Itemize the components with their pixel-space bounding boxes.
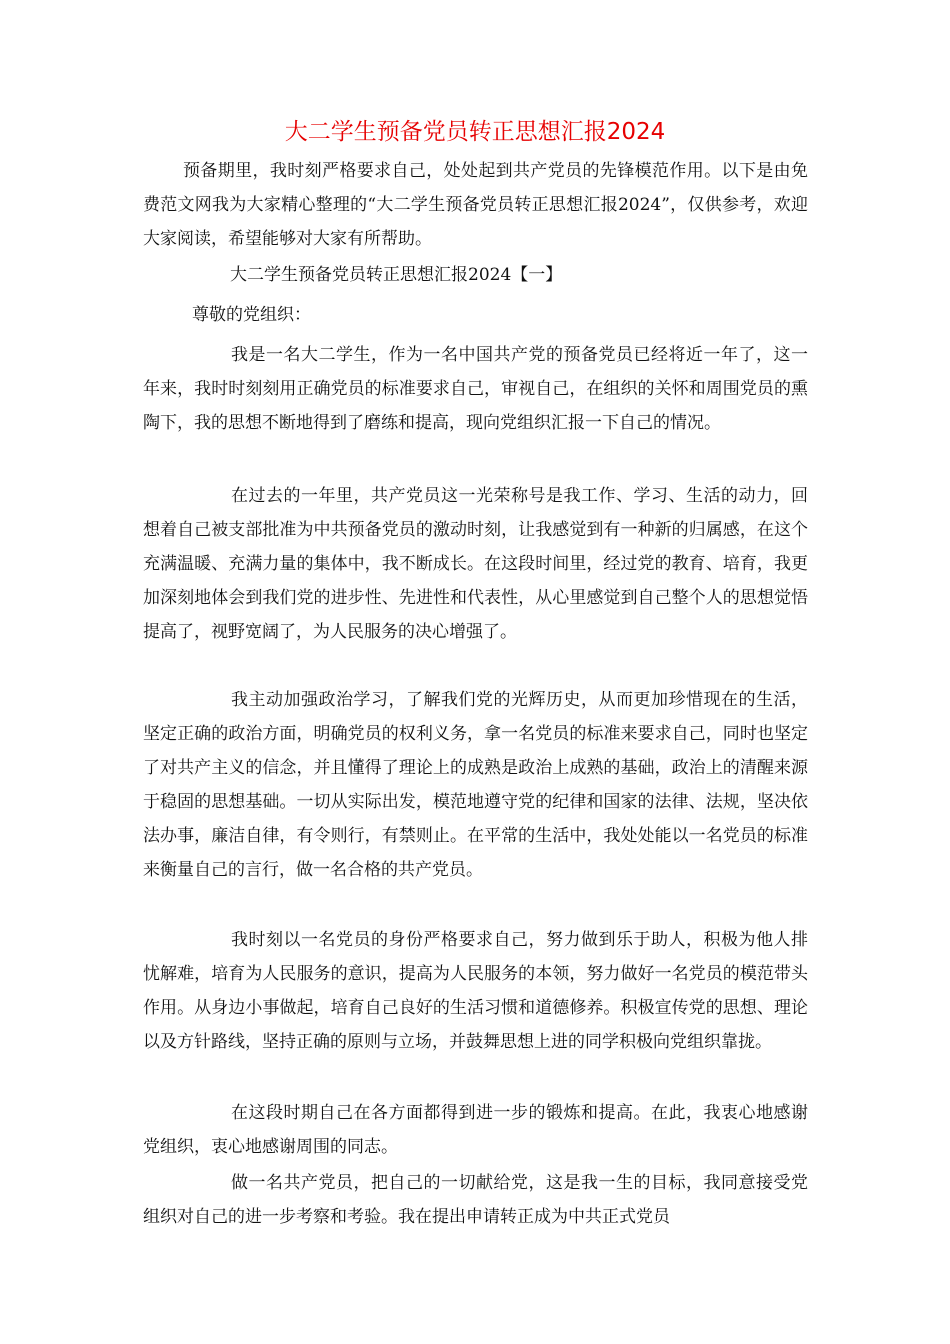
body-paragraph: 在这段时期自己在各方面都得到进一步的锻炼和提高。在此，我衷心地感谢党组织，衷心地感谢周围的同志。 [143,1103,808,1157]
section-heading: 大二学生预备党员转正思想汇报2024【一】 [230,265,563,285]
body-paragraph: 在过去的一年里，共产党员这一光荣称号是我工作、学习、生活的动力，回想着自己被支部批准为中共预备党员的激动时刻，让我感觉到有一种新的归属感，在这个充满温暖、充满力量的集体中，我不断成长。在这段时间里，经过党的教育、培育，我更加深刻地体会到我们党的进步性、先进性和代表性，从心里感觉到自己整个人的思想觉悟提高了，视野宽阔了，为人民服务的决心增强了。 [143,486,808,642]
body-paragraph: 我是一名大二学生，作为一名中国共产党的预备党员已经将近一年了，这一年来，我时时刻刻用正确党员的标准要求自己，审视自己，在组织的关怀和周围党员的熏陶下，我的思想不断地得到了磨练和提高，现向党组织汇报一下自己的情况。 [143,345,808,433]
body-paragraph: 做一名共产党员，把自己的一切献给党，这是我一生的目标，我同意接受党组织对自己的进一步考察和考验。我在提出申请转正成为中共正式党员 [143,1173,808,1227]
document-title: 大二学生预备党员转正思想汇报2024 [284,119,666,145]
intro-paragraph: 预备期里，我时刻严格要求自己，处处起到共产党员的先锋模范作用。以下是由免费范文网我为大家精心整理的“大二学生预备党员转正思想汇报2024”，仅供参考，欢迎大家阅读，希望能够对大家有所帮助。 [143,161,808,249]
salutation: 尊敬的党组织： [192,305,311,325]
body-paragraph: 我主动加强政治学习，了解我们党的光辉历史，从而更加珍惜现在的生活，坚定正确的政治方面，明确党员的权利义务，拿一名党员的标准来要求自己，同时也坚定了对共产主义的信念，并且懂得了理论上的成熟是政治上成熟的基础，政治上的清醒来源于稳固的思想基础。一切从实际出发，模范地遵守党的纪律和国家的法律、法规，坚决依法办事，廉洁自律，有令则行，有禁则止。在平常的生活中，我处处能以一名党员的标准来衡量自己的言行，做一名合格的共产党员。 [143,690,808,880]
body-paragraph: 我时刻以一名党员的身份严格要求自己，努力做到乐于助人，积极为他人排忧解难，培育为人民服务的意识，提高为人民服务的本领，努力做好一名党员的模范带头作用。从身边小事做起，培育自己良好的生活习惯和道德修养。积极宣传党的思想、理论以及方针路线，坚持正确的原则与立场，并鼓舞思想上进的同学积极向党组织靠拢。 [143,930,808,1052]
